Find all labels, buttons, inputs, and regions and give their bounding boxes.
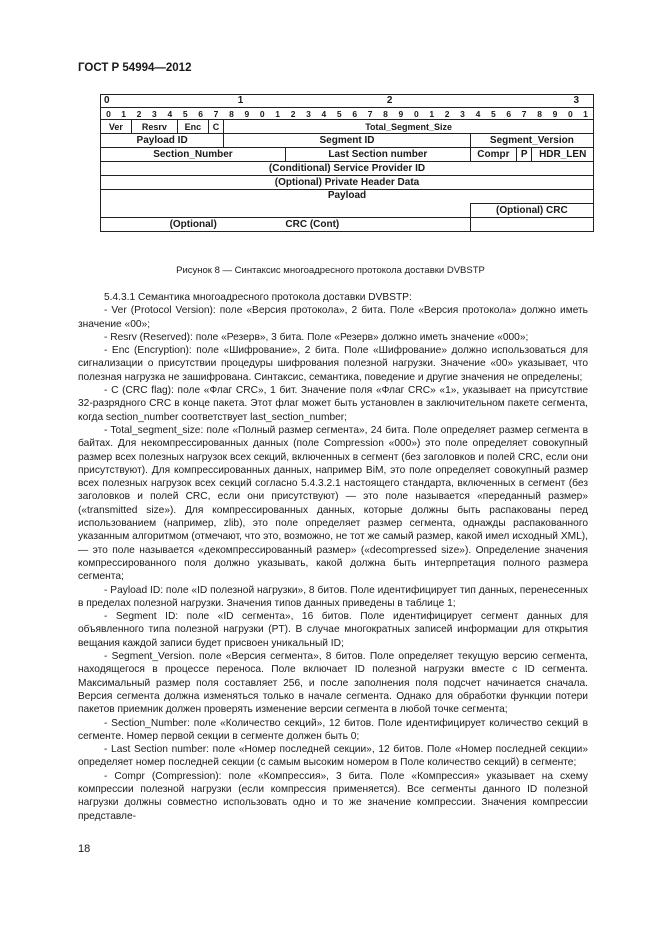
crc-row bbox=[101, 204, 594, 218]
octet-3: 3 bbox=[532, 95, 594, 108]
service-provider-id-field: (Conditional) Service Provider ID bbox=[101, 162, 594, 176]
bit-index: 1 bbox=[578, 108, 593, 120]
bit-index: 0 bbox=[255, 108, 270, 120]
bit-index: 6 bbox=[193, 108, 208, 120]
optional-crc-field: (Optional) CRC bbox=[470, 204, 593, 218]
bit-index: 2 bbox=[131, 108, 146, 120]
crc-cont-row bbox=[101, 218, 594, 232]
dvbstp-syntax-diagram bbox=[100, 94, 594, 232]
paragraph: - Section_Number: поле «Количество секций», 12 битов. Поле идентифицирует количество секций в сегменте. Номер первой секции в сегменте должен быть 0; bbox=[78, 717, 588, 742]
bit-index: 4 bbox=[470, 108, 485, 120]
bit-index: 0 bbox=[563, 108, 578, 120]
bit-index: 8 bbox=[224, 108, 239, 120]
document-header: ГОСТ Р 54994—2012 bbox=[78, 62, 192, 74]
empty-cell bbox=[470, 218, 593, 232]
total-segment-size-field: Total_Segment_Size bbox=[224, 120, 594, 134]
paragraph: - Payload ID: поле «ID полезной нагрузки», 8 битов. Поле идентифицирует тип данных, перенесенных в пределах полезной нагрузки. Значения типов данных приведены в таблице 1; bbox=[78, 584, 588, 609]
bit-index: 5 bbox=[178, 108, 193, 120]
header-row-4 bbox=[101, 162, 594, 176]
paragraph: - Enc (Encryption): поле «Шифрование», 2 бита. Поле «Шифрование» должно использоваться для сигнализации о присутствии процедуры шифрования полезной нагрузки. Значение «00» указывает, что полезная нагрузка не зашифрована. Синтаксис, семантика, поведение и другие значения не определены; bbox=[78, 345, 588, 383]
payload-id-field: Payload ID bbox=[101, 134, 224, 148]
enc-field: Enc bbox=[178, 120, 209, 134]
section-number-field: Section_Number bbox=[101, 148, 286, 162]
octet-2: 2 bbox=[378, 95, 532, 108]
bit-index: 0 bbox=[101, 108, 116, 120]
paragraph: - Segment ID: поле «ID сегмента», 16 битов. Поле идентифицирует сегмент данных для объявленного типа полезной нагрузки (PT). В случае многократных записей информации для открытия вещания каждой записи будет присвоен уникальный ID; bbox=[78, 611, 588, 649]
bit-index: 5 bbox=[332, 108, 347, 120]
header-row-5 bbox=[101, 176, 594, 190]
bit-index: 7 bbox=[208, 108, 223, 120]
bit-index: 1 bbox=[424, 108, 439, 120]
octet-1: 1 bbox=[224, 95, 378, 108]
paragraph: - Segment_Version. поле «Версия сегмента», 8 битов. Поле определяет текущую версию сегмента, находящегося в процессе переноса. Поле включает ID полезной нагрузки вместе с ID сегмента. Максимальный размер поля составляет 256, и после заполнения поля подсчет начинается сначала. Версия сегмента должна изменяться только в начале сегмента. Однако для обработки функции потери пакетов приемник должен проверять изменение версии сегмента в любой точке сегмента; bbox=[78, 651, 588, 716]
compr-field: Compr bbox=[470, 148, 516, 162]
payload-field-cont bbox=[101, 204, 471, 218]
bit-index: 2 bbox=[285, 108, 300, 120]
header-row-3 bbox=[101, 148, 594, 162]
p-field: P bbox=[516, 148, 531, 162]
body-text bbox=[78, 291, 588, 823]
paragraph: - C (CRC flag): поле «Флаг CRC», 1 бит. Значение поля «Флаг CRC» «1», указывает на присутствие 32-разрядного CRC в конце пакета. Этот флаг может быть установлен в заключительном пакете сегмента, когда section_number соответствует last_section_number; bbox=[78, 385, 588, 423]
bit-index: 3 bbox=[301, 108, 316, 120]
bit-index: 1 bbox=[116, 108, 131, 120]
paragraph: - Ver (Protocol Version): поле «Версия протокола», 2 бита. Поле «Версия протокола» должно иметь значение «00»; bbox=[78, 305, 588, 330]
paragraph: - Compr (Compression): поле «Компрессия», 3 бита. Поле «Компрессия» указывает на схему компрессии полезной нагрузки (если компрессия применяется). Все сегменты данного ID полезной нагрузки должны совместно использовать одно и то же значение компрессии. Значения компрессии представле- bbox=[78, 770, 588, 822]
bit-index: 9 bbox=[547, 108, 562, 120]
figure-caption: Рисунок 8 — Синтаксис многоадресного протокола доставки DVBSTP bbox=[176, 265, 485, 276]
bit-index: 4 bbox=[162, 108, 177, 120]
bit-index: 9 bbox=[239, 108, 254, 120]
bit-index: 1 bbox=[270, 108, 285, 120]
bit-index: 9 bbox=[393, 108, 408, 120]
private-header-data-field: (Optional) Private Header Data bbox=[101, 176, 594, 190]
header-row-1 bbox=[101, 120, 594, 134]
bit-index: 3 bbox=[455, 108, 470, 120]
paragraph: - Total_segment_size: поле «Полный размер сегмента», 24 бита. Поле определяет размер сегмента в байтах. Для некомпрессированных данных (поле Compression «000») это поле определяет совокупный размер всех полезных нагрузок всех секций, включенных в сегмент (без заголовков и полей CRC, если они присутствуют). Для компрессированных данных, например BiM, это поле определяет совокупный размер всех полезных нагрузок всех секций согласно 5.4.3.2.1 настоящего стандарта, включенных в сегмент (без заголовков и полей CRC, если они присутствуют) — это поле называется «переданный размер» («transmitted size»). Для компрессированных данных, которые должны быть распакованы перед использованием (например, zlib), это поле определяет размер сегмента, однажды распакованного указанным алгоритмом (отмечают, что это, возможно, не тот же самый размер, какой имел исходный XML), — это поле называется «декомпрессированный размер» («decompressed size»). Определение значения компрессированного поля должно указывать, какой должна быть интерпретация полного размера сегмента; bbox=[78, 424, 588, 583]
page-number: 18 bbox=[78, 843, 91, 855]
hdr-len-field: HDR_LEN bbox=[532, 148, 594, 162]
bit-index: 7 bbox=[362, 108, 377, 120]
bit-index: 2 bbox=[439, 108, 454, 120]
payload-field: Payload bbox=[101, 190, 594, 204]
header-row-2 bbox=[101, 134, 594, 148]
crc-flag-field: C bbox=[208, 120, 223, 134]
bit-index: 6 bbox=[501, 108, 516, 120]
ver-field: Ver bbox=[101, 120, 132, 134]
bit-index: 5 bbox=[486, 108, 501, 120]
bit-index: 8 bbox=[378, 108, 393, 120]
bit-index: 6 bbox=[347, 108, 362, 120]
paragraph: - Last Section number: поле «Номер последней секции», 12 битов. Поле «Номер последней секции» определяет номер последней секции (с самым высоким номером в Поле количество секций) в сегменте; bbox=[78, 744, 588, 769]
bit-index: 8 bbox=[532, 108, 547, 120]
segment-version-field: Segment_Version bbox=[470, 134, 593, 148]
octet-0: 0 bbox=[101, 95, 224, 108]
bit-index: 4 bbox=[316, 108, 331, 120]
bit-index: 3 bbox=[147, 108, 162, 120]
bit-index: 0 bbox=[409, 108, 424, 120]
paragraph: 5.4.3.1 Семантика многоадресного протокола доставки DVBSTP: bbox=[104, 292, 412, 303]
segment-id-field: Segment ID bbox=[224, 134, 471, 148]
crc-cont-field: CRC (Cont) bbox=[285, 218, 470, 232]
optional-label: (Optional) bbox=[101, 218, 286, 232]
bit-index: 7 bbox=[516, 108, 531, 120]
last-section-number-field: Last Section number bbox=[285, 148, 470, 162]
paragraph: - Resrv (Reserved): поле «Резерв», 3 бита. Поле «Резерв» должно иметь значение «000»; bbox=[104, 331, 529, 343]
bit-index-row bbox=[101, 108, 594, 120]
octet-row bbox=[101, 95, 594, 108]
resrv-field: Resrv bbox=[131, 120, 177, 134]
